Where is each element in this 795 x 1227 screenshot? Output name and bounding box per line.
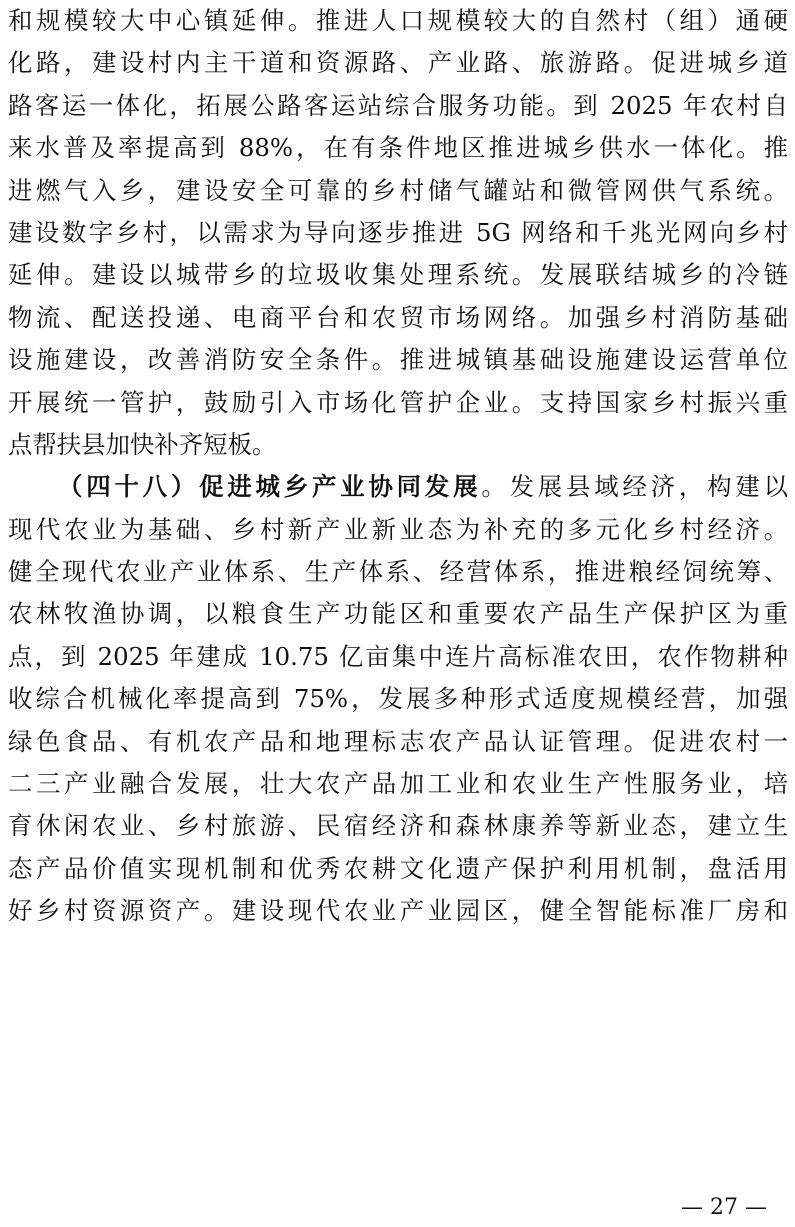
body-text bbox=[8, 0, 788, 933]
text-line: 和规模较大中心镇延伸。推进人口规模较大的自然村（组）通硬 bbox=[8, 6, 788, 35]
text-line: 物流、配送投递、电商平台和农贸市场网络。加强乡村消防基础 bbox=[8, 302, 788, 332]
page-number: — 27 — bbox=[681, 1195, 767, 1220]
text-line: 设施建设，改善消防安全条件。推进城镇基础设施建设运营单位 bbox=[8, 345, 788, 375]
text-line: 态产品价值实现机制和优秀农耕文化遗产保护利用机制，盘活用 bbox=[8, 853, 788, 883]
text-line: 育休闲农业、乡村旅游、民宿经济和森林康养等新业态，建立生 bbox=[8, 811, 788, 841]
text-line: 好乡村资源资产。建设现代农业产业园区，健全智能标准厂房和 bbox=[8, 896, 788, 926]
text-line: 收综合机械化率提高到 75%，发展多种形式适度规模经营，加强 bbox=[8, 684, 788, 714]
text-line: 路客运一体化，拓展公路客运站综合服务功能。到 2025 年农村自 bbox=[8, 90, 788, 120]
text-line: 建设数字乡村，以需求为导向逐步推进 5G 网络和千兆光网向乡村 bbox=[8, 217, 788, 247]
text-line: 点帮扶县加快补齐短板。 bbox=[8, 429, 277, 459]
text-line: 农林牧渔协调，以粮食生产功能区和重要农产品生产保护区为重 bbox=[8, 599, 788, 629]
text-line: 点，到 2025 年建成 10.75 亿亩集中连片高标准农田，农作物耕种 bbox=[8, 641, 788, 671]
text-line: 延伸。建设以城带乡的垃圾收集处理系统。发展联结城乡的冷链 bbox=[8, 260, 788, 290]
text-line: 现代农业为基础、乡村新产业新业态为补充的多元化乡村经济。 bbox=[8, 514, 788, 544]
text-line: 化路，建设村内主干道和资源路、产业路、旅游路。促进城乡道 bbox=[8, 48, 788, 78]
text-line: 来水普及率提高到 88%，在有条件地区推进城乡供水一体化。推 bbox=[8, 133, 788, 163]
paragraph-1 bbox=[8, 0, 788, 466]
text-line: 二三产业融合发展，壮大农产品加工业和农业生产性服务业，培 bbox=[8, 769, 788, 799]
text-line: 健全现代农业产业体系、生产体系、经营体系，推进粮经饲统筹、 bbox=[8, 557, 788, 587]
text-run: 。发展县域经济，构建以 bbox=[481, 472, 788, 502]
paragraph-2 bbox=[8, 466, 788, 932]
text-line: 开展统一管护，鼓励引入市场化管护企业。支持国家乡村振兴重 bbox=[8, 387, 788, 417]
section-heading: （四十八）促进城乡产业协同发展 bbox=[58, 472, 482, 502]
text-line bbox=[8, 466, 788, 508]
text-line: 进燃气入乡，建设安全可靠的乡村储气罐站和微管网供气系统。 bbox=[8, 175, 788, 205]
text-line: 绿色食品、有机农产品和地理标志农产品认证管理。促进农村一 bbox=[8, 726, 788, 756]
